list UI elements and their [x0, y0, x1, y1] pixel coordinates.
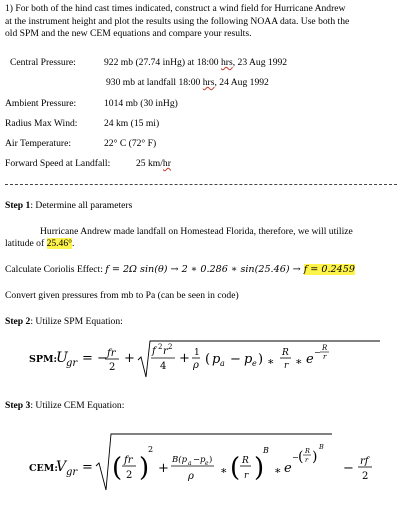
cem-label: CEM:: [29, 463, 58, 474]
step1-paragraph-a: Hurricane Andrew made landfall on Homestead Florida, therefore, we will utilize: [40, 226, 353, 237]
central-pressure-1: 922 mb (27.74 inHg) at 18:00 hrs, 23 Aug 1992: [104, 57, 288, 68]
svg-text:R: R: [242, 456, 249, 466]
step2-heading: Step 2: Utilize SPM Equation:: [5, 316, 123, 327]
svg-text:2: 2: [148, 445, 154, 454]
problem-statement: [5, 3, 397, 41]
svg-text:2: 2: [109, 362, 116, 373]
air-temperature-label: Air Temperature:: [5, 138, 72, 149]
svg-text:B: B: [319, 443, 324, 451]
coriolis-result: f = 0.2459: [303, 264, 355, 275]
svg-text:fr: fr: [124, 455, 133, 466]
svg-text:gr: gr: [66, 467, 78, 478]
svg-text:r: r: [284, 361, 289, 371]
step1-heading: Step 1: Determine all parameters: [5, 200, 133, 211]
svg-text:r: r: [305, 456, 309, 464]
svg-text:(: (: [230, 453, 241, 483]
svg-text:e: e: [205, 460, 209, 467]
forward-speed-label: Forward Speed at Landfall:: [5, 158, 111, 169]
air-temperature-value: 22° C (72° F): [104, 138, 157, 149]
forward-speed-value: 25 km/hr: [136, 158, 171, 169]
svg-text:R: R: [305, 447, 310, 455]
svg-text:= −: = −: [82, 351, 108, 366]
svg-text:+: +: [179, 351, 190, 366]
ambient-pressure-label: Ambient Pressure:: [5, 98, 77, 109]
coriolis-line: Calculate Coriolis Effect: f = 2Ω sin(θ) → 2 ∗ 0.286 ∗ sin(25.46) → f = 0.2459: [5, 264, 355, 275]
svg-text:): ): [209, 455, 213, 465]
svg-text:a: a: [220, 359, 225, 368]
svg-text:∗: ∗: [220, 464, 228, 477]
radius-max-wind-value: 24 km (15 mi): [104, 118, 160, 129]
svg-text:(: (: [112, 453, 123, 483]
svg-text:2: 2: [126, 470, 133, 481]
cem-equation: [0, 428, 402, 500]
svg-text:a: a: [188, 460, 192, 467]
svg-text:−: −: [343, 461, 354, 476]
svg-text:): ): [312, 449, 318, 465]
svg-text:ρ: ρ: [188, 471, 194, 482]
problem-line-1: 1) For both of the hind cast times indicated, construct a wind field for Hurricane Andrew: [5, 3, 346, 14]
svg-text:r: r: [244, 471, 249, 481]
svg-text:e: e: [284, 461, 292, 476]
convert-pressures-note: Convert given pressures from mb to Pa (can be seen in code): [5, 290, 239, 301]
svg-text:−: −: [230, 352, 241, 367]
spm-label: SPM:: [29, 354, 58, 365]
svg-text:U: U: [56, 350, 68, 366]
svg-text:): ): [254, 453, 265, 483]
svg-text:1: 1: [194, 348, 200, 358]
svg-text:e: e: [306, 352, 314, 367]
svg-text:r: r: [163, 346, 168, 357]
svg-text:∗: ∗: [274, 464, 282, 477]
svg-text:(: (: [298, 449, 304, 465]
central-pressure-label: Central Pressure:: [10, 57, 76, 68]
coriolis-equation: f = 2Ω sin(θ) → 2 ∗ 0.286 ∗ sin(25.46) →: [105, 264, 304, 275]
svg-text:+: +: [158, 461, 169, 476]
svg-text:r: r: [323, 353, 327, 361]
svg-text:): ): [258, 352, 264, 367]
step1-paragraph-b: latitude of 25.46°.: [5, 238, 75, 249]
svg-text:): ): [139, 453, 150, 483]
svg-text:p: p: [212, 352, 221, 367]
svg-text:+: +: [124, 351, 135, 366]
central-pressure-2: 930 mb at landfall 18:00 hrs, 24 Aug 1992: [106, 77, 269, 88]
svg-text:∗: ∗: [295, 355, 303, 368]
svg-text:(: (: [205, 352, 211, 367]
svg-text:fr: fr: [107, 348, 116, 359]
svg-text:2: 2: [158, 343, 163, 351]
svg-text:−: −: [314, 348, 321, 357]
svg-text:B(p: B(p: [172, 455, 188, 465]
svg-text:ρ: ρ: [193, 360, 199, 371]
svg-text:p: p: [200, 455, 206, 465]
svg-text:f: f: [152, 346, 156, 357]
svg-text:p: p: [244, 352, 253, 367]
problem-line-3: old SPM and the new CEM equations and compare your results.: [5, 28, 252, 40]
svg-text:2: 2: [362, 471, 369, 482]
svg-text:V: V: [56, 459, 67, 475]
svg-text:−: −: [292, 453, 299, 462]
section-divider: [5, 184, 397, 185]
svg-text:R: R: [282, 348, 289, 358]
svg-text:e: e: [252, 359, 257, 368]
problem-line-2: at the instrument height and plot the results using the following NOAA data. Use both the: [5, 15, 350, 27]
svg-text:rf: rf: [360, 456, 369, 467]
radius-max-wind-label: Radius Max Wind:: [5, 118, 78, 129]
svg-text:∗: ∗: [267, 355, 275, 368]
svg-text:−: −: [193, 455, 201, 465]
svg-text:4: 4: [160, 361, 167, 372]
svg-text:gr: gr: [66, 358, 78, 369]
svg-text:2: 2: [168, 343, 173, 351]
spm-equation: [0, 335, 402, 387]
latitude-highlight: 25.46°: [46, 238, 72, 249]
svg-text:=: =: [82, 460, 93, 475]
svg-text:R: R: [322, 344, 328, 352]
ambient-pressure-value: 1014 mb (30 inHg): [104, 98, 178, 109]
svg-text:B: B: [263, 446, 269, 455]
step3-heading: Step 3: Utilize CEM Equation:: [5, 400, 125, 411]
